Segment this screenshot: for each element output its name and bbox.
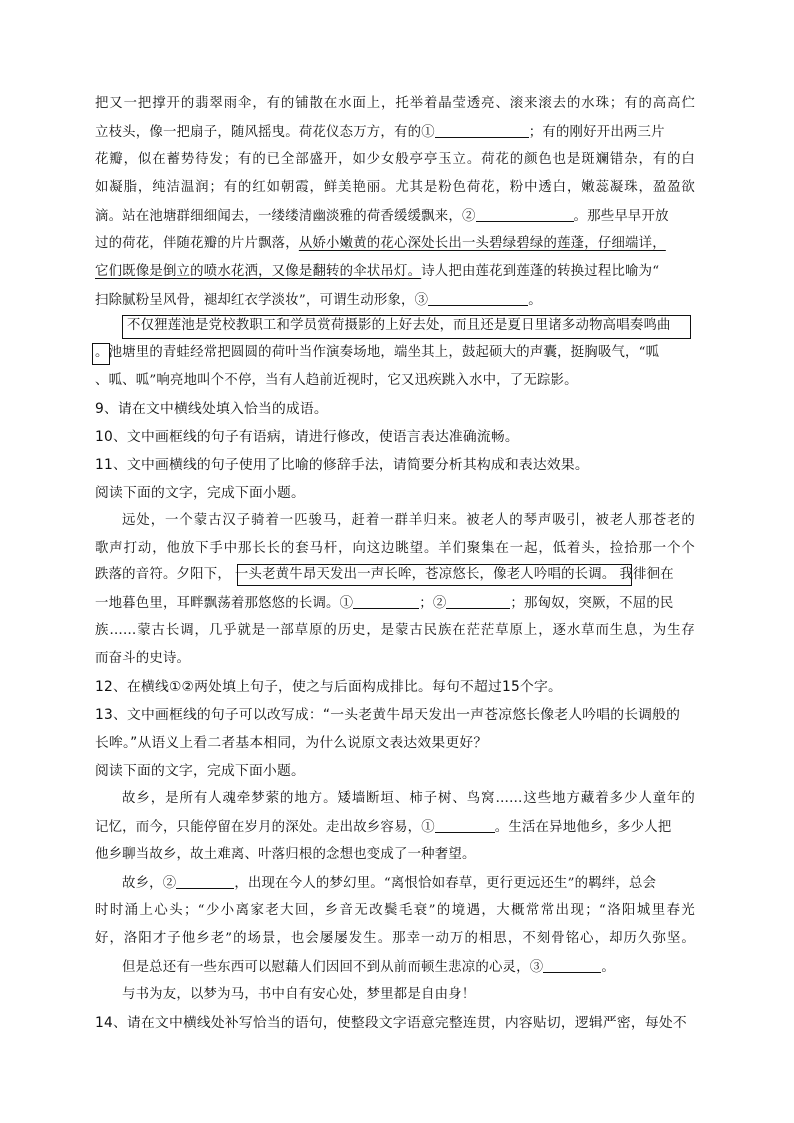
reading-instruction-2: 阅读下面的文字，完成下面小题。 xyxy=(95,763,305,779)
passage1-line5: 滴。站在池塘群细细闻去，一缕缕清幽淡雅的荷香缓缓飘来，② 。那些早早开放 xyxy=(95,209,669,224)
boxed-sentence-end: 。 xyxy=(95,345,109,360)
boxed-sentence-line1: 不仅狸莲池是党校教职工和学员赏荷摄影的上好去处，而且还是夏日里诸多动物高唱奏鸣曲 xyxy=(127,318,671,333)
blank-p4-3[interactable] xyxy=(543,958,601,973)
blank-marker-3: ③ xyxy=(414,293,429,308)
passage4-line8: 与书为友，以梦为马，书中自有安心处，梦里都是自由身！ xyxy=(122,987,476,1002)
passage4-line5: 时时涌上心头；“少小离家老大回，乡音无改鬓毛衰”的境遇，大概常常出现；“洛阳城里春光 xyxy=(95,903,695,918)
passage1-line6: 过的荷花，伴随花瓣的片片飘落，从娇小嫩黄的花心深处长出一头碧绿碧绿的莲蓬，仔细端详， xyxy=(95,236,666,251)
passage1-line8: 扫除腻粉呈风骨，褪却红衣学淡妆”，可谓生动形象，③ 。 xyxy=(95,293,542,308)
passage4-line3: 他乡聊当故乡，故土难离、叶落归根的念想也变成了一种奢望。 xyxy=(95,847,476,862)
passage4-line7: 但是总还有一些东西可以慰藉人们因回不到从前而顿生悲凉的心灵，③ 。 xyxy=(122,960,615,975)
passage1-line2: 立枝头，像一把扇子，随风摇曳。荷花仪态万方，有的① ；有的刚好开出两三片 xyxy=(95,125,665,140)
passage1-line4: 如凝脂，纯洁温润；有的红如朝霞，鲜美艳丽。尤其是粉色荷花，粉中透白，嫩蕊凝珠，盈盈欲 xyxy=(95,180,695,195)
blank-marker-1: ① xyxy=(421,125,435,140)
question-11: 11、文中画横线的句子使用了比喻的修辞手法，请简要分析其构成和表达效果。 xyxy=(95,457,589,473)
blank-marker-p4-2: ② xyxy=(162,876,177,891)
question-12: 12、在横线①②两处填上句子，使之与后面构成排比。每句不超过15个字。 xyxy=(95,679,562,695)
passage4-line6: 好，洛阳才子他乡老”的场景，也会屡屡发生。那幸一动万的相思，不刻骨铭心，却历久弥坚。 xyxy=(95,931,695,946)
passage4-line1: 故乡，是所有人魂牵梦萦的地方。矮墙断垣、柿子树、鸟窝……这些地方藏着多少人童年的 xyxy=(122,791,695,806)
passage1-line1: 把又一把撑开的翡翠雨伞，有的铺散在水面上，托举着晶莹透亮、滚来滚去的水珠；有的高高伫 xyxy=(95,96,695,111)
question-14: 14、请在文中横线处补写恰当的语句，使整段文字语意完整连贯，内容贴切，逻辑严密，每处不 xyxy=(95,1015,687,1031)
blank-3[interactable] xyxy=(428,291,528,306)
passage3-line4: 一地暮色里，耳畔飘荡着那悠悠的长调。① ；② ；那匈奴，突厥，不屈的民 xyxy=(95,596,674,611)
reading-instruction-1: 阅读下面的文字，完成下面小题。 xyxy=(95,485,305,501)
blank-marker-p4-1: ① xyxy=(421,820,435,835)
blank-p4-2[interactable] xyxy=(176,874,234,889)
passage3-line6: 而奋斗的史诗。 xyxy=(95,651,191,666)
blank-p3-1[interactable] xyxy=(353,594,419,609)
underlined-sentence-part2: 它们既像是倒立的喷水花洒，又像是翻转的伞状吊灯。 xyxy=(95,264,422,279)
question-9: 9、请在文中横线处填入恰当的成语。 xyxy=(95,401,328,417)
passage4-line4: 故乡，② ，出现在今人的梦幻里。“离恨恰如春草，更行更远还生”的羁绊，总会 xyxy=(122,876,657,891)
boxed-sentence-2: 一头老黄牛昂天发出一声长哞，苍凉悠长，像老人吟唱的长调。 xyxy=(234,567,616,582)
blank-marker-p3-1: ① xyxy=(339,596,354,611)
passage3-line1: 远处，一个蒙古汉子骑着一匹骏马，赶着一群羊归来。被老人的琴声吸引，被老人那苍老的 xyxy=(122,513,695,528)
passage3-line2: 歌声打动，他放下手中那长长的套马杆，向这边眺望。羊们聚集在一起，低着头，捡拾那一个个 xyxy=(95,541,695,556)
question-13-line2: 长哞。”从语义上看二者基本相同，为什么说原文表达效果更好？ xyxy=(95,735,488,751)
passage2-line3: 、呱、呱”响亮地叫个不停，当有人趋前近视时，它又迅疾跳入水中，了无踪影。 xyxy=(95,373,578,388)
question-13-line1: 13、文中画框线的句子可以改写成：“一头老黄牛昂天发出一声苍凉悠长像老人吟唱的长调般的 xyxy=(95,707,681,723)
blank-p4-1[interactable] xyxy=(435,818,495,833)
passage2-line2: 。池塘里的青蛙经常把圆圆的荷叶当作演奏场地，端坐其上，鼓起硕大的声囊，挺胸吸气，“呱 xyxy=(95,345,660,360)
passage3-line5: 族……蒙古长调，几乎就是一部草原的历史，是蒙古民族在茫茫草原上，逐水草而生息，为生存 xyxy=(95,623,695,638)
blank-p3-2[interactable] xyxy=(446,594,510,609)
blank-2[interactable] xyxy=(476,207,574,222)
passage1-line3: 花瓣，似在蓄势待发；有的已全部盛开，如少女般亭亭玉立。荷花的颜色也是斑斓错杂，有的白 xyxy=(95,152,695,167)
passage1-line7: 它们既像是倒立的喷水花洒，又像是翻转的伞状吊灯。诗人把由莲花到莲蓬的转换过程比喻为“ xyxy=(95,264,660,279)
passage3-line3: 跌落的音符。夕阳下， 一头老黄牛昂天发出一声长哞，苍凉悠长，像老人吟唱的长调。 我徘徊在 xyxy=(95,567,674,582)
underlined-sentence-part1: 从娇小嫩黄的花心深处长出一头碧绿碧绿的莲蓬，仔细端详， xyxy=(298,236,666,251)
blank-marker-p3-2: ② xyxy=(432,596,447,611)
blank-marker-p4-3: ③ xyxy=(529,960,544,975)
question-10: 10、文中画框线的句子有语病，请进行修改，使语言表达准确流畅。 xyxy=(95,429,519,445)
passage4-line2: 记忆，而今，只能停留在岁月的深处。走出故乡容易，① 。生活在异地他乡，多少人把 xyxy=(95,820,672,835)
blank-marker-2: ② xyxy=(461,209,476,224)
blank-1[interactable] xyxy=(435,123,529,138)
